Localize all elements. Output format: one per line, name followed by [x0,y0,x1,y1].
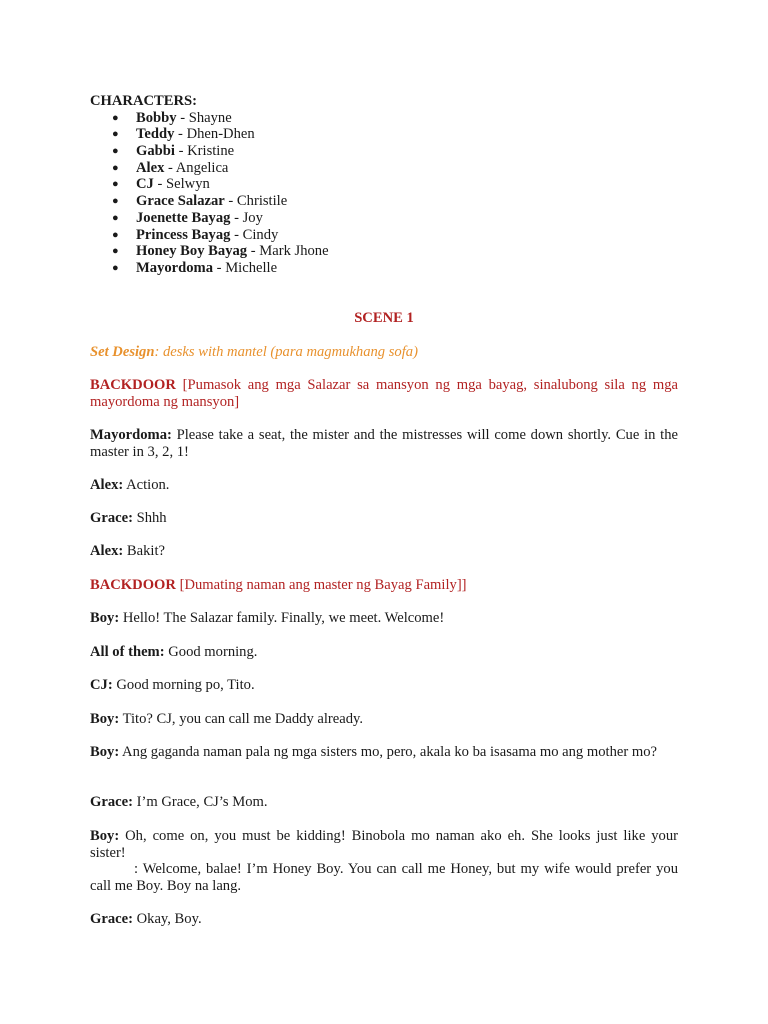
dialogue-line: Grace: I’m Grace, CJ’s Mom. [90,794,268,810]
bullet-icon: ● [112,145,119,158]
stage-direction: BACKDOOR [Dumating naman ang master ng Bayag Family]] [90,577,467,593]
bullet-icon: ● [112,178,119,191]
characters-section [90,93,490,277]
bullet-icon: ● [112,245,119,258]
dialogue-line: Mayordoma: Please take a seat, the mister and the mistresses will come down shortly. Cue in the master in 3, 2, 1! [90,427,678,460]
character-item: ● Honey Boy Bayag - Mark Jhone [112,243,329,260]
dialogue-line: CJ: Good morning po, Tito. [90,677,255,693]
character-item: ● Grace Salazar - Christile [112,193,288,210]
characters-list [90,110,490,277]
dialogue-line: Alex: Bakit? [90,543,165,559]
dialogue-line: Alex: Action. [90,477,170,493]
bullet-icon: ● [112,161,119,174]
character-item: ● Bobby - Shayne [112,109,232,126]
bullet-icon: ● [112,128,119,141]
bullet-icon: ● [112,111,119,124]
bullet-icon: ● [112,195,119,208]
set-design-line: Set Design: desks with mantel (para magmukhang sofa) [90,344,418,360]
dialogue-line: Boy: Tito? CJ, you can call me Daddy already. [90,711,364,727]
bullet-icon: ● [112,261,119,274]
dialogue-line: Grace: Shhh [90,510,167,526]
dialogue-line: Boy: Oh, come on, you must be kidding! Binobola mo naman ako eh. She looks just like your sister! : Welcome, balae! I’m Honey Boy. You can call me Honey, but my wife would prefer you call me Boy. Boy na lang. [90,828,678,895]
character-item: ● Alex - Angelica [112,159,229,176]
dialogue-line: All of them: Good morning. [90,644,258,660]
dialogue-line: Grace: Okay, Boy. [90,911,202,927]
character-item: ● CJ - Selwyn [112,176,210,193]
character-item: ● Gabbi - Kristine [112,143,235,160]
character-item: ● Teddy - Dhen-Dhen [112,126,255,143]
dialogue-line: Boy: Hello! The Salazar family. Finally, we meet. Welcome! [90,610,445,626]
dialogue-line: Boy: Ang gaganda naman pala ng mga sisters mo, pero, akala ko ba isasama mo ang mother mo? [90,744,657,760]
scene-title: SCENE 1 [354,310,414,326]
stage-direction: BACKDOOR [Pumasok ang mga Salazar sa mansyon ng mga bayag, sinalubong sila ng mga mayordoma ng mansyon] [90,377,678,410]
character-item: ● Mayordoma - Michelle [112,259,278,276]
character-item: ● Joenette Bayag - Joy [112,209,263,226]
character-item: ● Princess Bayag - Cindy [112,226,279,243]
bullet-icon: ● [112,228,119,241]
bullet-icon: ● [112,211,119,224]
characters-heading: CHARACTERS: [90,93,198,109]
